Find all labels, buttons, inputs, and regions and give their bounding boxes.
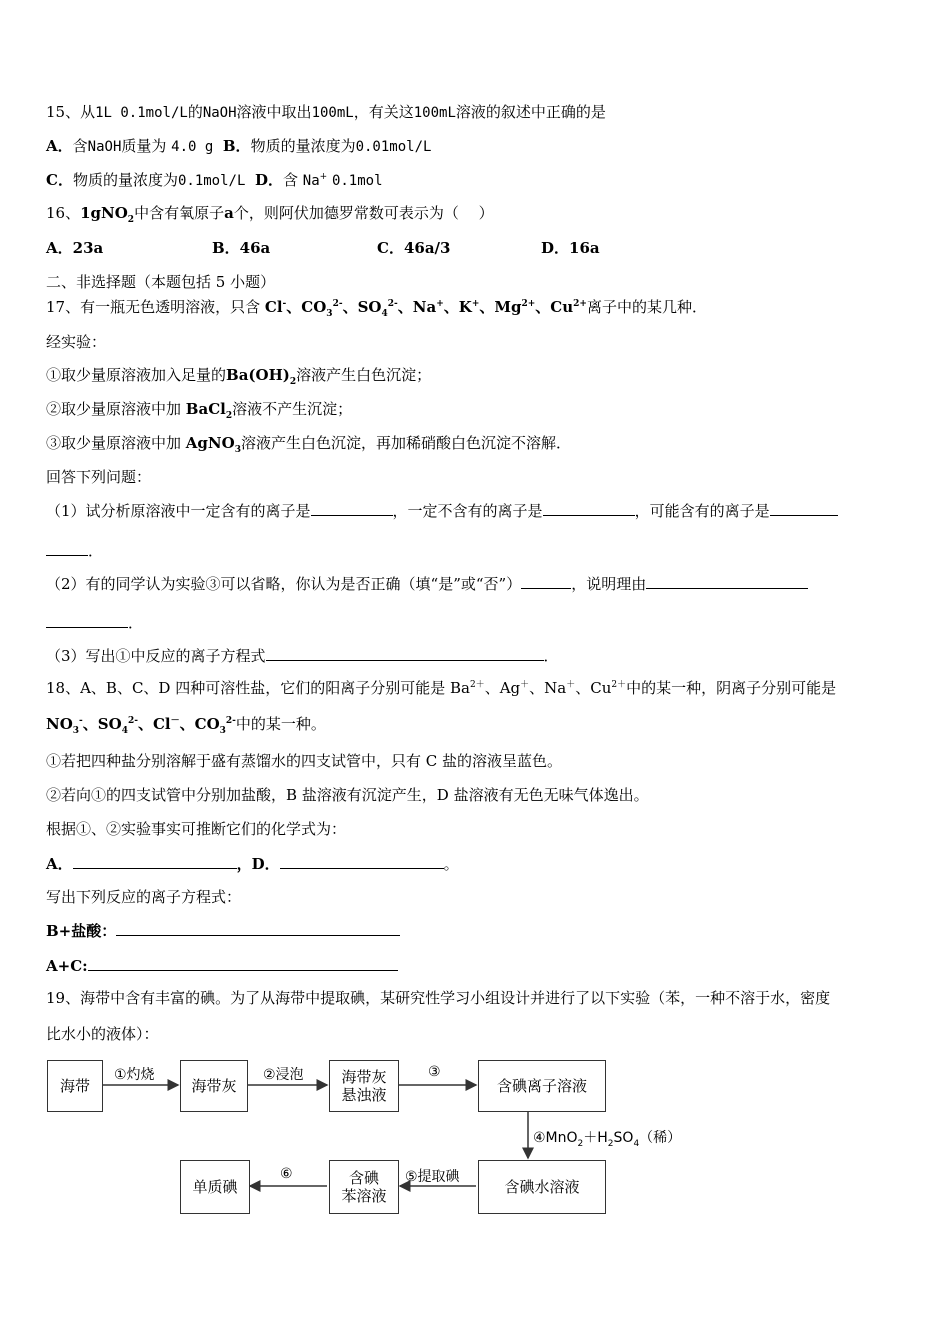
q18-eq2: A+C: [46, 955, 398, 976]
q18-eq1: B+盐酸： [46, 920, 400, 941]
q17-part1-cont: ． [46, 540, 103, 561]
q15-options-ab: A．含NaOH质量为 4.0 g B．物质的量浓度为0.01mol/L [46, 137, 432, 155]
flow-box-suspension: 海带灰 悬浊液 [329, 1060, 399, 1112]
step-3-label: ③ [428, 1064, 441, 1080]
q15-stem: 15、从1L 0.1mol/L的NaOH溶液中取出100mL，有关这100mL溶液的叙述中正确的是 [46, 103, 606, 121]
step-6-label: ⑥ [280, 1166, 293, 1182]
step-1-label: ①灼烧 [114, 1067, 155, 1083]
q17-stem: 17、有一瓶无色透明溶液，只含 Cl-、$CO_3^{2-}$、$SO_4^{2-}$、Na+、K+、$Mg^{2+}$、$Cu^{2+}$离子中的某几种． [46, 298, 707, 319]
q18-answer: A． ，D． 。 [46, 855, 459, 873]
flow-box-seaweed: 海带 [47, 1060, 103, 1112]
q16-option-b: B．46a [212, 239, 271, 257]
q19-stem-line2: 比水小的液体）： [46, 1025, 159, 1043]
q17-exp2: ②取少量原溶液中加 BaCl$_2$溶液不产生沉淀； [46, 400, 353, 421]
step-4-label: $④MnO_2+H_2SO_4$（稀） [533, 1130, 682, 1149]
q17-exp3: ③取少量原溶液中加 AgNO$_3$溶液产生白色沉淀，再加稀硝酸白色沉淀不溶解． [46, 434, 571, 455]
q18-infer: 根据①、②实验事实可推断它们的化学式为： [46, 820, 347, 838]
q18-write: 写出下列反应的离子方程式： [46, 888, 242, 906]
q17-part2: （2）有的同学认为实验③可以省略，你认为是否正确（填“是”或“否”） ，说明理由 [46, 573, 808, 594]
q18-stem-line2: $NO_3^-$、$SO_4^{2-}$、Cl－、$CO_3^{2-}$中的某一种。 [46, 715, 326, 736]
flow-box-iodine: 单质碘 [180, 1160, 250, 1214]
q17-exp-title: 经实验： [46, 333, 107, 351]
q16-stem: 16、1gNO$_2$中含有氧原子a个，则阿伏加德罗常数可表示为（ ） [46, 204, 494, 225]
flow-box-iodine-benzene: 含碘 苯溶液 [329, 1160, 399, 1214]
q16-option-a: A．23a [46, 239, 104, 257]
q17-part1: （1）试分析原溶液中一定含有的离子是 ，一定不含有的离子是 ，可能含有的离子是 [46, 500, 838, 521]
q18-condition2: ②若向①的四支试管中分别加盐酸，B 盐溶液有沉淀产生，D 盐溶液有无色无味气体逸出。 [46, 786, 649, 804]
q17-exp1: ①取少量原溶液加入足量的$Ba(OH)_2$溶液产生白色沉淀； [46, 366, 432, 387]
q16-option-c: C．46a/3 [377, 239, 451, 257]
q17-part2-cont: ． [46, 612, 143, 633]
q17-answer-title: 回答下列问题： [46, 468, 152, 486]
q18-stem: 18、A、B、C、D 四种可溶性盐，它们的阳离子分别可能是 $Ba^{2+}$、Ag＋、Na＋、$Cu^{2+}$中的某一种，阴离子分别可能是 [46, 679, 837, 697]
section-heading: 二、非选择题（本题包括 5 小题） [46, 273, 276, 291]
step-2-label: ②浸泡 [263, 1067, 304, 1083]
flow-box-iodine-water: 含碘水溶液 [478, 1160, 606, 1214]
q19-stem: 19、海带中含有丰富的碘。为了从海带中提取碘，某研究性学习小组设计并进行了以下实验（苯，一种不溶于水，密度 [46, 989, 831, 1007]
q18-condition1: ①若把四种盐分别溶解于盛有蒸馏水的四支试管中，只有 C 盐的溶液呈蓝色。 [46, 752, 563, 770]
q17-part3: （3）写出①中反应的离子方程式 ． [46, 647, 559, 665]
q16-option-d: D．16a [541, 239, 600, 257]
q15-options-cd: C．物质的量浓度为0.1mol/L D．含 Na+ 0.1mol [46, 171, 383, 189]
flow-box-iodide-solution: 含碘离子溶液 [478, 1060, 606, 1112]
flow-box-ash: 海带灰 [180, 1060, 248, 1112]
step-5-label: ⑤提取碘 [405, 1169, 460, 1185]
